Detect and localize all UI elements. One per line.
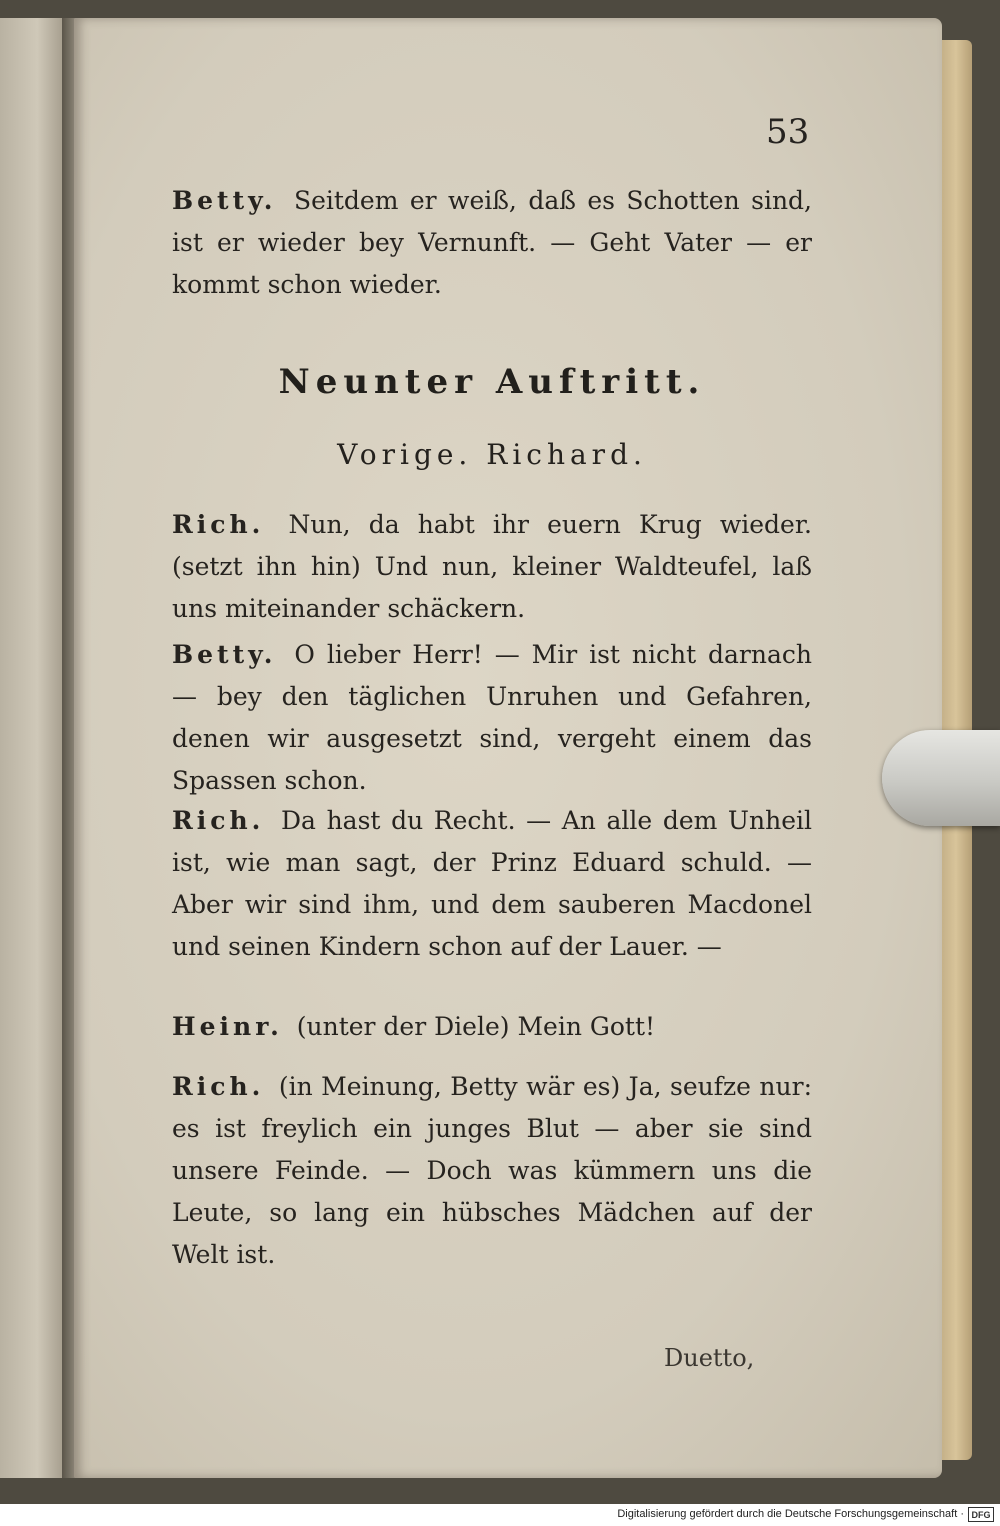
speaker-name: Betty. bbox=[172, 186, 277, 215]
speech-text: Da hast du Recht. — An alle dem Unheil ist, wie man sagt, der Prinz Eduard schuld. — Aber wir sind ihm, und dem sauberen Macdonel und seinen Kindern schon auf der Lauer. — bbox=[172, 806, 812, 961]
scene-characters: Vorige. Richard. bbox=[337, 438, 647, 471]
paragraph-rich-3 bbox=[172, 1066, 812, 1276]
page-clip bbox=[882, 730, 1000, 826]
speech-text: Seitdem er weiß, daß es Schotten sind, ist er wieder bey Vernunft. — Geht Vater — er kommt schon wieder. bbox=[172, 186, 813, 299]
funding-credit: Digitalisierung gefördert durch die Deutsche Forschungsgemeinschaft · bbox=[617, 1508, 964, 1520]
speech-text: (unter der Diele) Mein Gott! bbox=[296, 1012, 656, 1041]
speaker-name: Heinr. bbox=[172, 1012, 283, 1041]
speaker-name: Betty. bbox=[172, 640, 277, 669]
paragraph-betty-2 bbox=[172, 634, 812, 802]
page-number: 53 bbox=[766, 112, 810, 152]
paragraph-rich-1 bbox=[172, 504, 812, 630]
speaker-name: Rich. bbox=[172, 806, 265, 835]
footer-bar bbox=[0, 1504, 1000, 1526]
speech-text: O lieber Herr! — Mir ist nicht darnach — bey den täglichen Unruhen und Gefahren, denen wir ausgesetzt sind, vergeht einem das Spassen schon. bbox=[172, 640, 812, 795]
paragraph-rich-2 bbox=[172, 800, 812, 968]
speaker-name: Rich. bbox=[172, 510, 265, 539]
scene-title: Neunter Auftritt. bbox=[278, 362, 706, 402]
paragraph-betty-1 bbox=[172, 180, 812, 306]
speaker-name: Rich. bbox=[172, 1072, 265, 1101]
previous-page bbox=[0, 18, 64, 1478]
speech-text: Nun, da habt ihr euern Krug wieder. (setzt ihn hin) Und nun, kleiner Waldteufel, laß uns miteinander schäckern. bbox=[172, 510, 812, 623]
catchword: Duetto, bbox=[664, 1344, 755, 1372]
paragraph-heinr bbox=[172, 1006, 812, 1048]
speech-text: (in Meinung, Betty wär es) Ja, seufze nur: es ist freylich ein junges Blut — aber sie sind unsere Feinde. — Doch was kümmern uns die Leute, so lang ein hübsches Mädchen auf der Welt ist. bbox=[172, 1072, 812, 1269]
dfg-logo: DFG bbox=[968, 1507, 994, 1522]
